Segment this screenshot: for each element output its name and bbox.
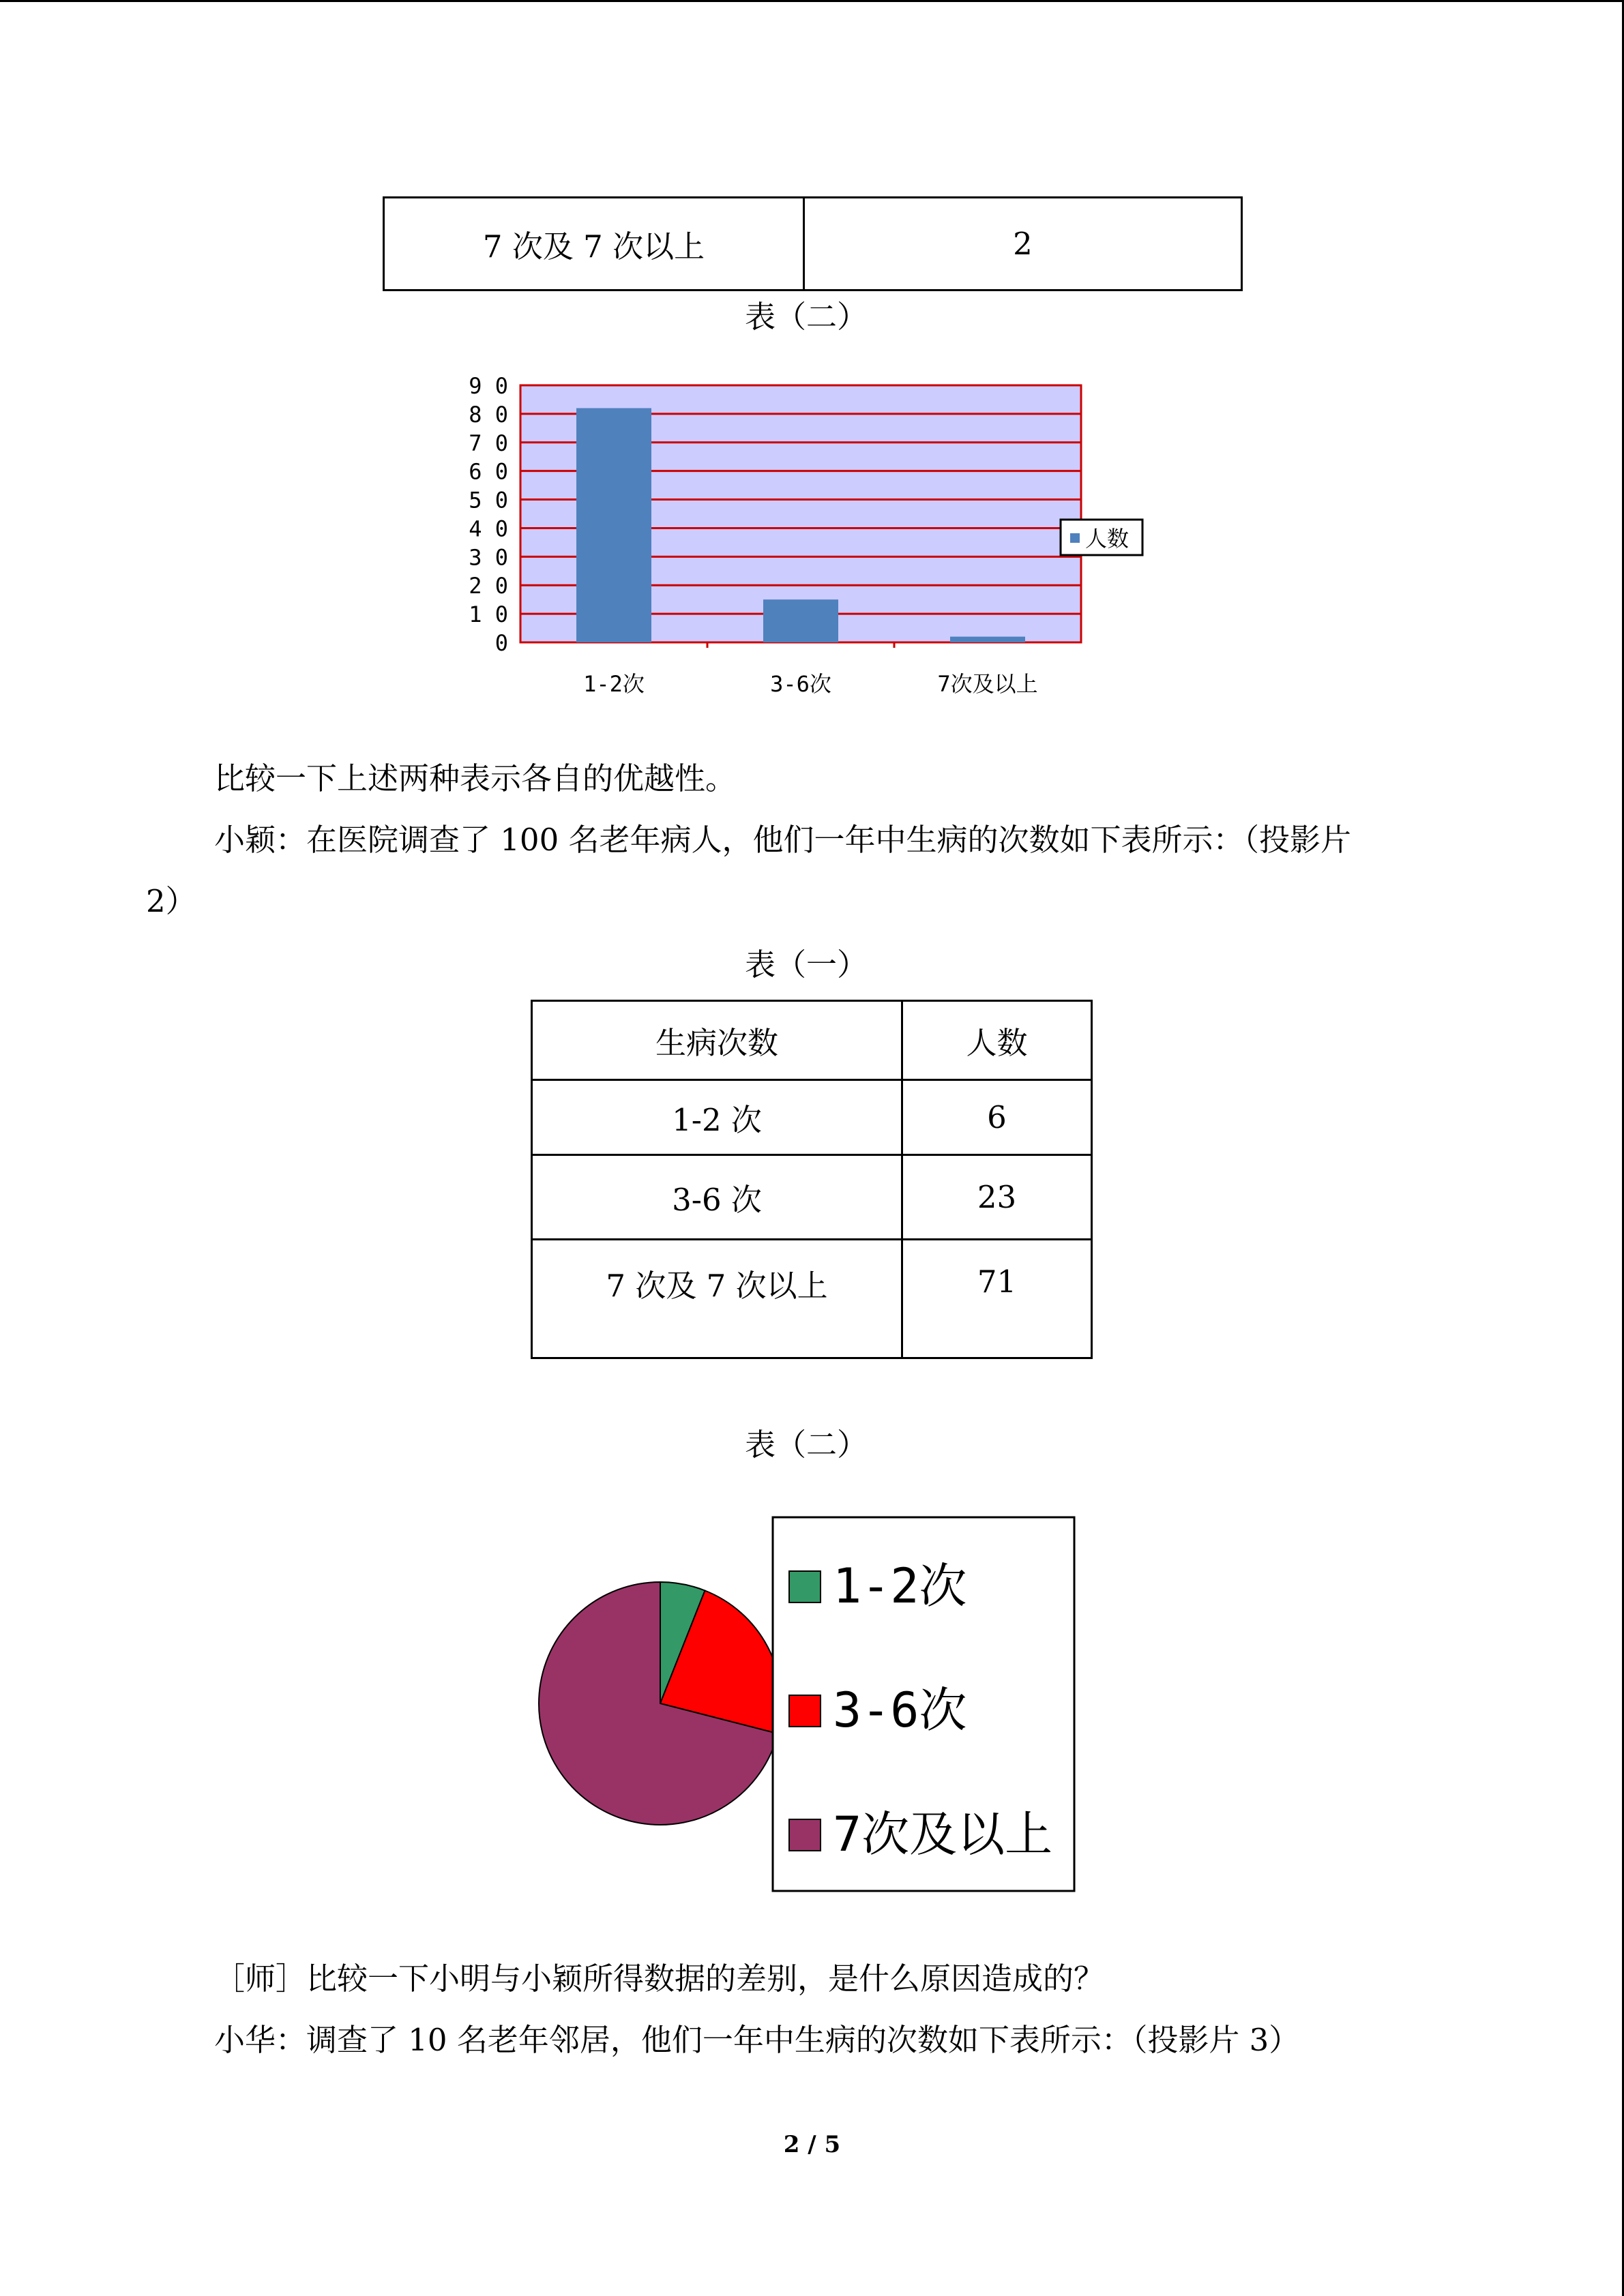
legend-swatch <box>1070 533 1080 543</box>
table-cell-value: 2 <box>804 198 1242 290</box>
page-top-border <box>0 0 1624 2</box>
y-tick-label: 0 <box>494 630 508 656</box>
legend-swatch <box>789 1571 821 1602</box>
y-tick-label: 2 0 <box>469 573 508 599</box>
table-caption: 表（一） <box>744 946 868 983</box>
table-row <box>532 1155 1092 1240</box>
y-tick-label: 9 0 <box>469 373 508 399</box>
table-header-row <box>532 1001 1092 1080</box>
y-tick-label: 3 0 <box>469 544 508 571</box>
bar <box>576 408 651 642</box>
y-tick-label: 7 0 <box>469 430 508 456</box>
y-tick-label: 6 0 <box>469 458 508 485</box>
paragraph: 2） <box>146 883 196 919</box>
table-header-cell: 生病次数 <box>532 1001 902 1080</box>
legend-label: 7次及以上 <box>833 1806 1053 1862</box>
paragraph: ［师］比较一下小明与小颖所得数据的差别，是什么原因造成的？ <box>214 1960 1105 1997</box>
x-tick-label: 3-6次 <box>770 671 831 697</box>
bar-chart <box>464 368 1146 697</box>
legend-label: 人数 <box>1085 526 1130 552</box>
legend-swatch <box>789 1695 821 1727</box>
table-caption: 表（二） <box>744 299 868 335</box>
bar <box>950 637 1025 642</box>
table-header-cell: 人数 <box>902 1001 1092 1080</box>
table-cell-value: 6 <box>902 1080 1092 1155</box>
pie-chart <box>525 1514 1112 1909</box>
paragraph: 小颖：在医院调查了 100 名老年病人，他们一年中生病的次数如下表所示：（投影片 <box>214 822 1352 858</box>
table-cell-label: 7 次及 7 次以上 <box>532 1240 902 1358</box>
table-cell-value: 71 <box>902 1240 1092 1358</box>
y-tick-label: 5 0 <box>469 487 508 513</box>
paragraph: 小华：调查了 10 名老年邻居，他们一年中生病的次数如下表所示：（投影片 3） <box>214 2022 1300 2058</box>
legend-label: 3-6次 <box>833 1682 967 1738</box>
table-caption: 表（二） <box>744 1427 868 1463</box>
table-cell-label: 3-6 次 <box>532 1155 902 1240</box>
paragraph: 比较一下上述两种表示各自的优越性。 <box>214 760 737 796</box>
table-row <box>532 1080 1092 1155</box>
y-tick-label: 1 0 <box>469 601 508 628</box>
table-cell-value: 23 <box>902 1155 1092 1240</box>
x-tick-label: 7次及以上 <box>937 671 1038 697</box>
table-cell-label: 7 次及 7 次以上 <box>384 198 804 290</box>
legend-label: 1-2次 <box>833 1558 967 1614</box>
table-row <box>384 198 1242 290</box>
page-number: 2 / 5 <box>783 2131 841 2158</box>
bar <box>763 599 838 642</box>
y-tick-label: 4 0 <box>469 516 508 542</box>
table-sickness <box>531 1000 1093 1359</box>
x-tick-label: 1-2次 <box>583 671 645 697</box>
y-tick-label: 8 0 <box>469 401 508 428</box>
table-row <box>532 1240 1092 1358</box>
legend-swatch <box>789 1819 821 1851</box>
table-cell-label: 1-2 次 <box>532 1080 902 1155</box>
top-table <box>383 196 1243 291</box>
